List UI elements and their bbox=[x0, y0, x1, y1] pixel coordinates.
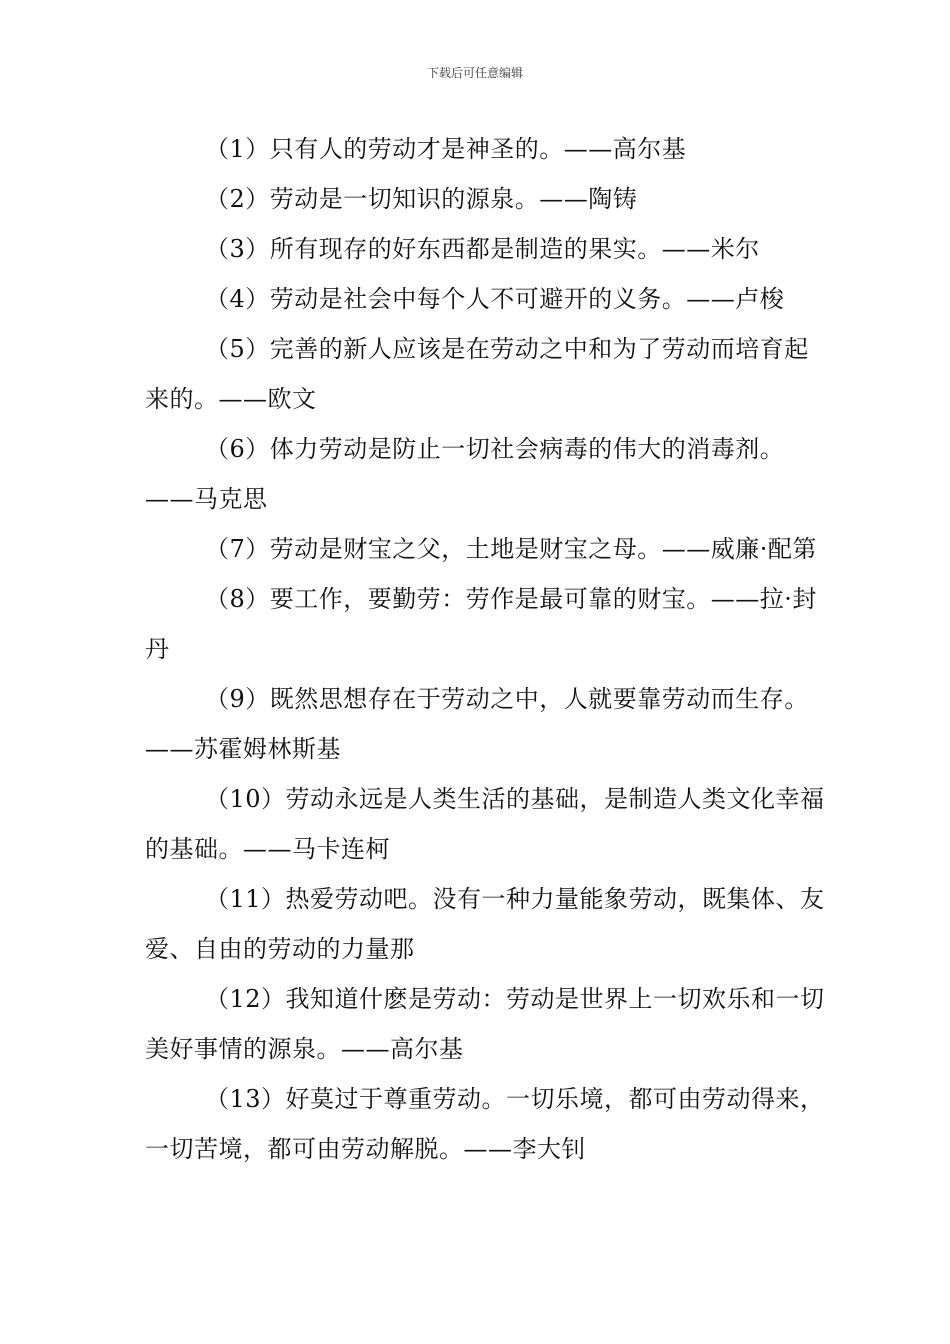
quote-paragraph: （3）所有现存的好东西都是制造的果实。——米尔 bbox=[205, 235, 760, 263]
quote-paragraph: （10）劳动永远是人类生活的基础，是制造人类文化幸福的基础。——马卡连柯 bbox=[145, 785, 825, 863]
quote-paragraph: （8）要工作，要勤劳：劳作是最可靠的财宝。——拉·封丹 bbox=[145, 585, 817, 663]
quote-paragraph: （5）完善的新人应该是在劳动之中和为了劳动而培育起来的。——欧文 bbox=[145, 335, 809, 413]
quote-paragraph: （9）既然思想存在于劳动之中，人就要靠劳动而生存。——苏霍姆林斯基 bbox=[145, 685, 809, 763]
quote-paragraph: （7）劳动是财宝之父，土地是财宝之母。——威廉·配第 bbox=[205, 535, 817, 563]
page-header: 下载后可任意编辑 bbox=[426, 66, 523, 80]
quote-paragraph: （4）劳动是社会中每个人不可避开的义务。——卢梭 bbox=[205, 285, 785, 313]
quote-paragraph: （12）我知道什麽是劳动：劳动是世界上一切欢乐和一切美好事情的源泉。——高尔基 bbox=[145, 985, 825, 1063]
quote-paragraph: （11）热爱劳动吧。没有一种力量能象劳动，既集体、友爱、自由的劳动的力量那 bbox=[145, 885, 825, 963]
quote-paragraph: （1）只有人的劳动才是神圣的。——高尔基 bbox=[205, 135, 687, 163]
document-body bbox=[145, 124, 825, 1174]
quote-paragraph: （2）劳动是一切知识的源泉。——陶铸 bbox=[205, 185, 638, 213]
quote-paragraph: （6）体力劳动是防止一切社会病毒的伟大的消毒剂。——马克思 bbox=[145, 435, 785, 513]
quote-paragraph: （13）好莫过于尊重劳动。一切乐境，都可由劳动得来，一切苦境，都可由劳动解脱。——李大钊 bbox=[145, 1085, 825, 1163]
